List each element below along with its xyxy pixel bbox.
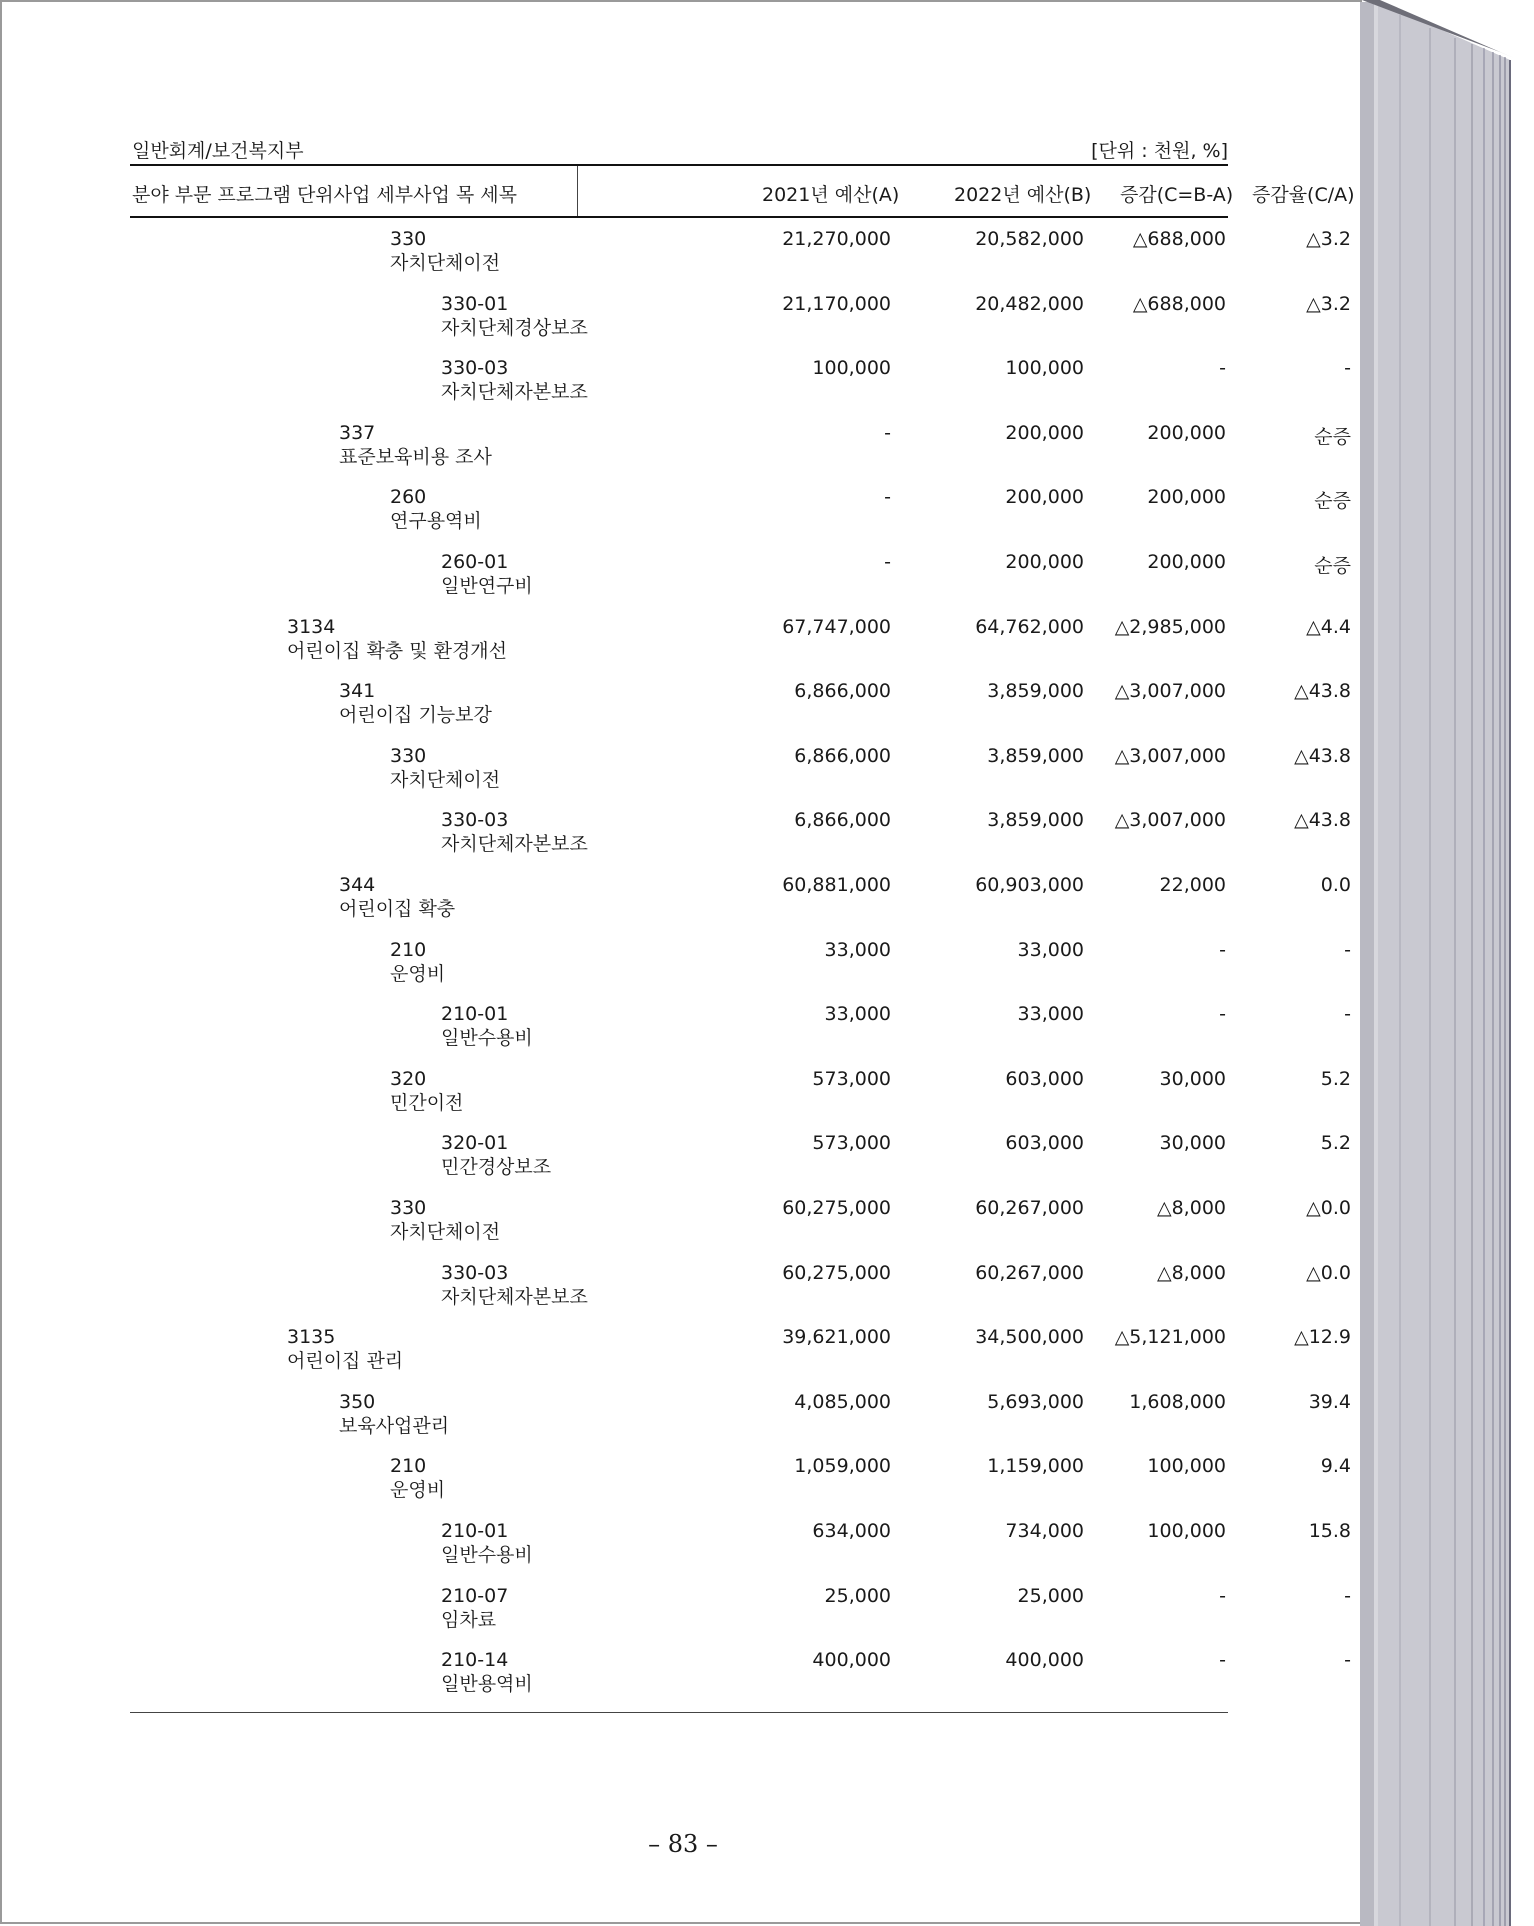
row-name: 어린이집 관리	[287, 1350, 404, 1373]
col-budget-2021: 2021년 예산(A)	[762, 184, 900, 206]
row-name: 자치단체자본보조	[441, 833, 588, 856]
row-code: 330-03	[441, 809, 509, 832]
table-row	[130, 1584, 1351, 1649]
table-row	[130, 938, 1351, 1003]
row-budget-2021: -	[884, 486, 891, 509]
row-budget-2022: 25,000	[1017, 1584, 1084, 1607]
row-budget-2022: 100,000	[1005, 357, 1084, 380]
row-rate: 9.4	[1320, 1455, 1351, 1478]
row-budget-2021: 21,170,000	[782, 292, 891, 315]
row-code: 341	[339, 680, 376, 703]
row-change: 1,608,000	[1129, 1390, 1226, 1413]
page-number: – 83 –	[648, 1830, 718, 1858]
row-change: -	[1219, 1584, 1226, 1607]
table-row	[130, 744, 1351, 809]
row-name: 일반수용비	[441, 1027, 533, 1050]
row-change: 200,000	[1147, 421, 1226, 444]
row-budget-2021: 6,866,000	[794, 680, 891, 703]
row-budget-2022: 5,693,000	[987, 1390, 1084, 1413]
table-row	[130, 292, 1351, 357]
row-name: 일반연구비	[441, 575, 533, 597]
row-budget-2021: 25,000	[824, 1584, 891, 1607]
row-budget-2021: 60,881,000	[782, 874, 891, 896]
row-budget-2022: 33,000	[1017, 1003, 1084, 1026]
row-budget-2021: 400,000	[812, 1649, 891, 1672]
row-change: △688,000	[1132, 292, 1226, 315]
row-change: 100,000	[1147, 1455, 1226, 1478]
row-name: 어린이집 확충 및 환경개선	[287, 639, 508, 662]
row-change: △8,000	[1156, 1197, 1226, 1219]
row-change: 30,000	[1159, 1067, 1226, 1090]
row-budget-2022: 200,000	[1005, 486, 1084, 509]
row-code: 320	[390, 1067, 427, 1090]
row-budget-2021: 67,747,000	[782, 615, 891, 638]
row-code: 210-01	[441, 1520, 509, 1542]
row-budget-2022: 20,582,000	[975, 228, 1084, 250]
row-change: 22,000	[1159, 874, 1226, 896]
row-rate: 순증	[1314, 490, 1351, 513]
row-budget-2021: 60,275,000	[782, 1197, 891, 1219]
row-code: 330	[390, 228, 427, 250]
row-change: 30,000	[1159, 1132, 1226, 1155]
row-code: 330-01	[441, 292, 509, 315]
row-change: -	[1219, 938, 1226, 961]
row-name: 일반수용비	[441, 1544, 533, 1566]
row-name: 어린이집 확충	[339, 898, 456, 920]
row-budget-2021: -	[884, 421, 891, 444]
row-budget-2021: -	[884, 551, 891, 573]
row-budget-2021: 100,000	[812, 357, 891, 380]
row-budget-2021: 6,866,000	[794, 809, 891, 832]
row-budget-2022: 400,000	[1005, 1649, 1084, 1672]
row-budget-2021: 33,000	[824, 938, 891, 961]
row-budget-2022: 34,500,000	[975, 1326, 1084, 1349]
col-change: 증감(C=B-A)	[1120, 184, 1234, 206]
row-change: △5,121,000	[1114, 1326, 1226, 1349]
row-rate: △43.8	[1294, 680, 1351, 703]
row-budget-2022: 200,000	[1005, 551, 1084, 573]
row-code: 330-03	[441, 357, 509, 380]
table-row	[130, 551, 1351, 615]
row-code: 330	[390, 1197, 427, 1219]
row-change: 200,000	[1147, 486, 1226, 509]
row-name: 자치단체이전	[390, 1221, 501, 1243]
table-row	[130, 1067, 1351, 1132]
row-name: 자치단체자본보조	[441, 1285, 588, 1308]
row-name: 자치단체이전	[390, 768, 501, 791]
row-name: 운영비	[390, 962, 446, 985]
row-change: △8,000	[1156, 1261, 1226, 1284]
row-budget-2021: 573,000	[812, 1067, 891, 1090]
table-row	[130, 486, 1351, 550]
row-budget-2022: 60,267,000	[975, 1261, 1084, 1284]
row-rate: △3.2	[1306, 228, 1351, 250]
row-budget-2022: 33,000	[1017, 938, 1084, 961]
row-code: 260	[390, 486, 427, 509]
row-rate: △4.4	[1306, 615, 1351, 638]
row-code: 337	[339, 421, 376, 444]
row-code: 350	[339, 1390, 376, 1413]
table-row	[130, 874, 1351, 938]
table-row	[130, 1390, 1351, 1455]
header-bottom-rule	[130, 216, 1228, 218]
column-headers	[130, 166, 1355, 216]
row-name: 일반용역비	[441, 1673, 533, 1696]
row-name: 자치단체자본보조	[441, 381, 588, 404]
table-row	[130, 680, 1351, 744]
row-code: 320-01	[441, 1132, 509, 1155]
row-rate: △12.9	[1294, 1326, 1351, 1349]
row-name: 임차료	[441, 1608, 497, 1631]
row-rate: 39.4	[1308, 1390, 1351, 1413]
row-budget-2022: 3,859,000	[987, 744, 1084, 767]
row-rate: △0.0	[1306, 1261, 1351, 1284]
column-divider	[577, 166, 578, 218]
table-row	[130, 421, 1351, 486]
table-header-bar	[132, 136, 1228, 166]
row-rate: -	[1344, 1003, 1351, 1026]
row-name: 자치단체경상보조	[441, 316, 588, 339]
table-row	[130, 1003, 1351, 1067]
row-rate: -	[1344, 1649, 1351, 1672]
row-rate: 0.0	[1320, 874, 1351, 896]
table-row	[130, 1649, 1351, 1713]
row-change: -	[1219, 1649, 1226, 1672]
row-change: 200,000	[1147, 551, 1226, 573]
row-name: 보육사업관리	[339, 1414, 450, 1437]
row-code: 210-01	[441, 1003, 509, 1026]
table-row	[130, 1326, 1351, 1390]
col-rate: 증감율(C/A)	[1252, 184, 1355, 206]
row-name: 표준보육비용 조사	[339, 445, 492, 468]
row-budget-2022: 60,267,000	[975, 1197, 1084, 1219]
row-name: 연구용역비	[390, 510, 482, 533]
table-row	[130, 357, 1351, 421]
row-rate: -	[1344, 938, 1351, 961]
table-row	[130, 1261, 1351, 1326]
row-budget-2022: 1,159,000	[987, 1455, 1084, 1478]
row-budget-2022: 20,482,000	[975, 292, 1084, 315]
row-rate: △3.2	[1306, 292, 1351, 315]
table-row	[130, 615, 1351, 680]
row-rate: △43.8	[1294, 744, 1351, 767]
row-change: 100,000	[1147, 1520, 1226, 1542]
row-code: 210-07	[441, 1584, 509, 1607]
row-budget-2021: 21,270,000	[782, 228, 891, 250]
row-code: 210-14	[441, 1649, 509, 1672]
row-change: △2,985,000	[1114, 615, 1226, 638]
row-code: 330-03	[441, 1261, 509, 1284]
row-budget-2021: 634,000	[812, 1520, 891, 1542]
row-code: 210	[390, 938, 427, 961]
row-name: 운영비	[390, 1479, 446, 1502]
col-budget-2022: 2022년 예산(B)	[954, 184, 1092, 206]
row-code: 210	[390, 1455, 427, 1478]
row-budget-2022: 60,903,000	[975, 874, 1084, 896]
row-code: 260-01	[441, 551, 509, 573]
row-rate: 순증	[1314, 425, 1351, 448]
row-rate: -	[1344, 357, 1351, 380]
col-category: 분야 부문 프로그램 단위사업 세부사업 목 세목	[132, 184, 517, 206]
row-budget-2021: 39,621,000	[782, 1326, 891, 1349]
row-code: 3135	[287, 1326, 336, 1349]
row-budget-2021: 573,000	[812, 1132, 891, 1155]
row-code: 344	[339, 874, 376, 896]
row-rate: -	[1344, 1584, 1351, 1607]
row-name: 어린이집 기능보강	[339, 704, 492, 727]
row-rate: 순증	[1314, 555, 1351, 577]
row-rate: △43.8	[1294, 809, 1351, 832]
row-budget-2021: 1,059,000	[794, 1455, 891, 1478]
row-change: -	[1219, 357, 1226, 380]
row-budget-2021: 60,275,000	[782, 1261, 891, 1284]
row-budget-2022: 734,000	[1005, 1520, 1084, 1542]
table-row	[130, 809, 1351, 873]
row-name: 민간이전	[390, 1091, 464, 1114]
table-row	[130, 1520, 1351, 1584]
row-budget-2021: 4,085,000	[794, 1390, 891, 1413]
row-budget-2022: 200,000	[1005, 421, 1084, 444]
table-row	[130, 1197, 1351, 1261]
table-row	[130, 1132, 1351, 1196]
row-rate: △0.0	[1306, 1197, 1351, 1219]
row-budget-2022: 3,859,000	[987, 809, 1084, 832]
unit-label: [단위 : 천원, %]	[1091, 140, 1228, 162]
row-budget-2022: 603,000	[1005, 1132, 1084, 1155]
row-change: △3,007,000	[1114, 680, 1226, 703]
row-change: -	[1219, 1003, 1226, 1026]
row-budget-2022: 3,859,000	[987, 680, 1084, 703]
row-budget-2021: 33,000	[824, 1003, 891, 1026]
row-change: △688,000	[1132, 228, 1226, 250]
row-name: 자치단체이전	[390, 252, 501, 274]
row-change: △3,007,000	[1114, 744, 1226, 767]
row-code: 330	[390, 744, 427, 767]
account-label: 일반회계/보건복지부	[132, 140, 304, 162]
row-rate: 5.2	[1320, 1132, 1351, 1155]
book-edge-decoration	[1360, 0, 1534, 1926]
row-rate: 5.2	[1320, 1067, 1351, 1090]
row-budget-2022: 603,000	[1005, 1067, 1084, 1090]
row-code: 3134	[287, 615, 336, 638]
row-name: 민간경상보조	[441, 1156, 552, 1179]
row-budget-2022: 64,762,000	[975, 615, 1084, 638]
table-row	[130, 228, 1351, 292]
row-budget-2021: 6,866,000	[794, 744, 891, 767]
table-row	[130, 1455, 1351, 1519]
row-change: △3,007,000	[1114, 809, 1226, 832]
row-rate: 15.8	[1308, 1520, 1351, 1542]
bottom-rule	[130, 1712, 1228, 1713]
